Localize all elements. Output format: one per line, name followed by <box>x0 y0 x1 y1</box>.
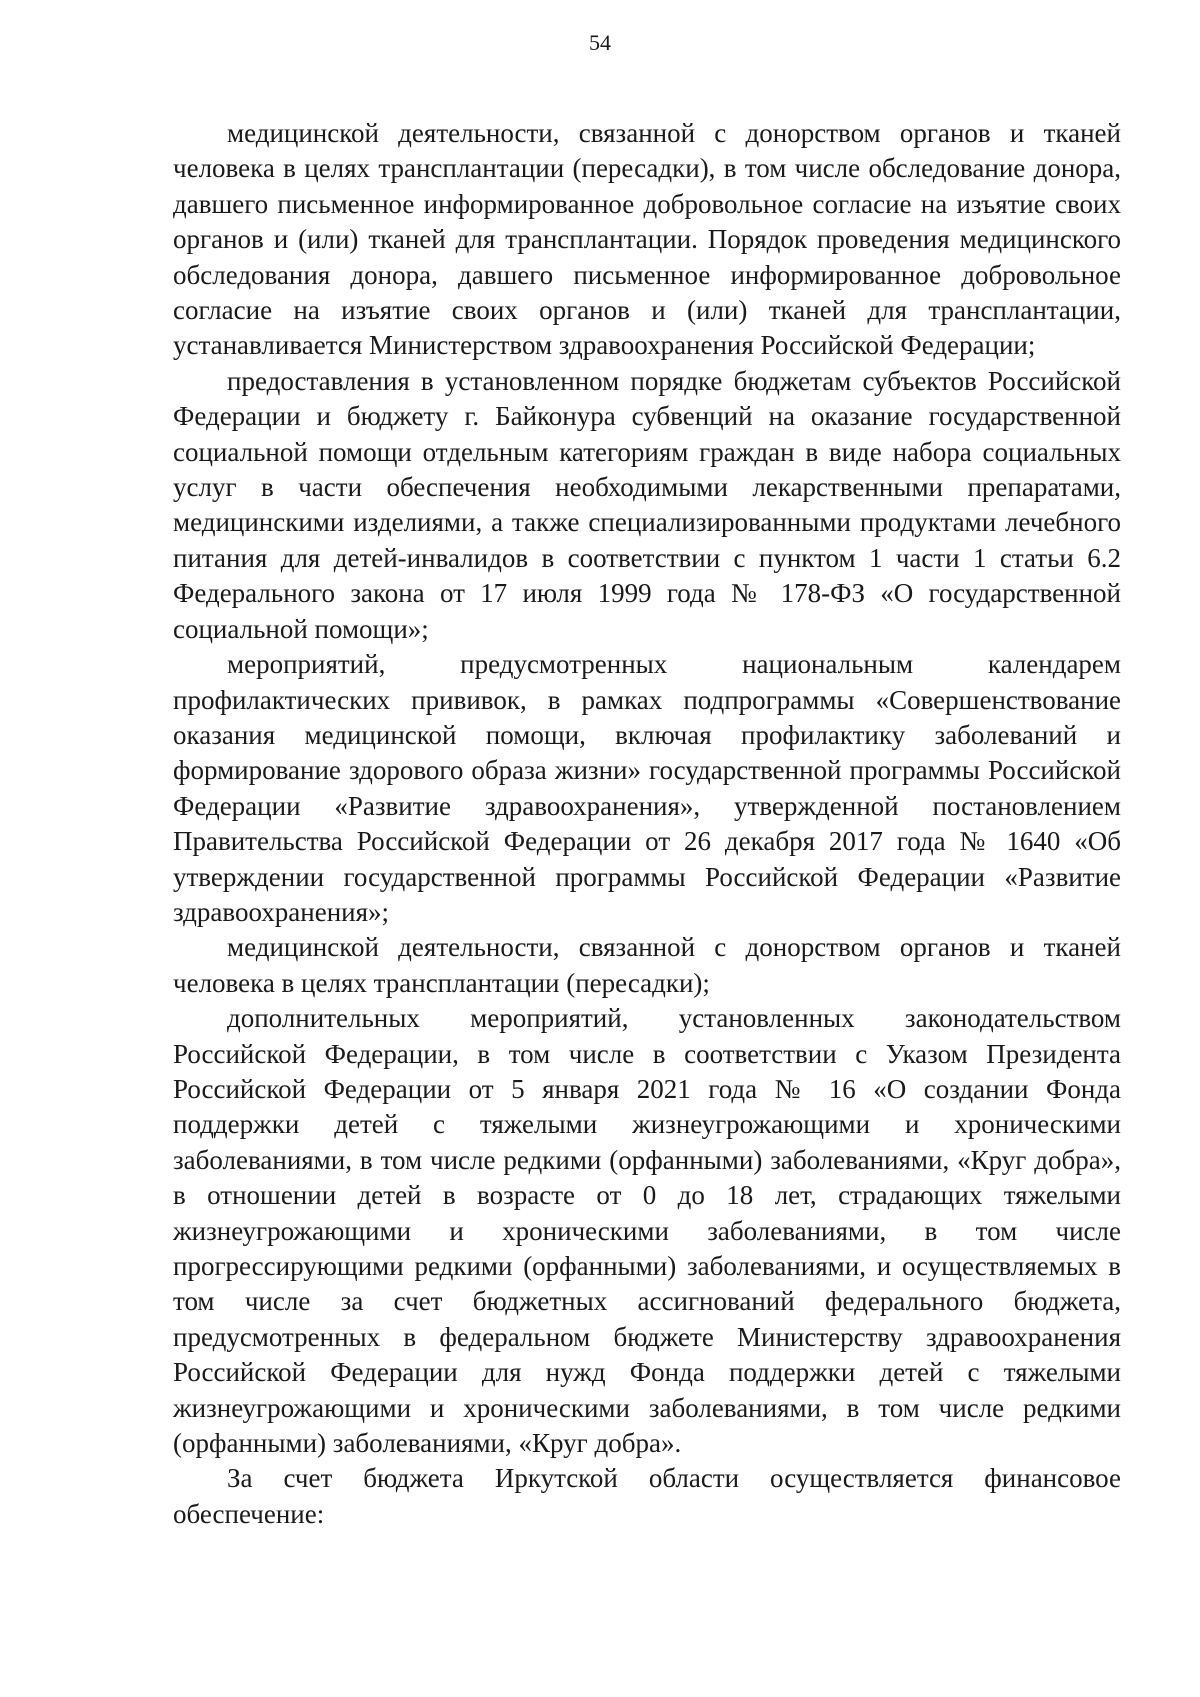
paragraph-vaccination-calendar: мероприятий, предусмотренных национальным календарем профилактических прививок, в рамках подпрограммы «Совершенствование оказания медицинской помощи, включая профилактику заболеваний и формирование здорового образа жизни» государственной программы Российской Федерации «Развитие здравоохранения», утвержденной постановлением Правительства Российской Федерации от 26 декабря 2017 года № 1640 «Об утверждении государственной программы Российской Федерации «Развитие здравоохранения»; <box>173 649 1121 927</box>
document-body <box>173 116 1121 1532</box>
paragraph-subventions-social-aid: предоставления в установленном порядке бюджетам субъектов Российской Федерации и бюджету г. Байконура субвенций на оказание государственной социальной помощи отдельным категориям граждан в виде набора социальных услуг в части обеспечения необходимыми лекарственными препаратами, медицинскими изделиями, а также специализированными продуктами лечебного питания для детей-инвалидов в соответствии с пунктом 1 части 1 статьи 6.2 Федерального закона от 17 июля 1999 года № 178-ФЗ «О государственной социальной помощи»; <box>173 365 1121 644</box>
paragraph-irkutsk-budget: За счет бюджета Иркутской области осуществляется финансовое обеспечение: <box>173 1463 1121 1529</box>
page-number: 54 <box>589 30 611 55</box>
paragraph-organ-donation-examination: медицинской деятельности, связанной с донорством органов и тканей человека в целях трансплантации (пересадки), в том числе обследование донора, давшего письменное информированное добровольное согласие на изъятие своих органов и (или) тканей для трансплантации. Порядок проведения медицинского обследования донора, давшего письменное информированное добровольное согласие на изъятие своих органов и (или) тканей для трансплантации, устанавливается Министерством здравоохранения Российской Федерации; <box>173 118 1121 361</box>
paragraph-krug-dobra-fund: дополнительных мероприятий, установленных законодательством Российской Федерации, в том числе в соответствии с Указом Президента Российской Федерации от 5 января 2021 года № 16 «О создании Фонда поддержки детей с тяжелыми жизнеугрожающими и хроническими заболеваниями, в том числе редкими (орфанными) заболеваниями, «Круг добра», в отношении детей в возрасте от 0 до 18 лет, страдающих тяжелыми жизнеугрожающими и хроническими заболеваниями, в том числе прогрессирующими редкими (орфанными) заболеваниями, и осуществляемых в том числе за счет бюджетных ассигнований федерального бюджета, предусмотренных в федеральном бюджете Министерству здравоохранения Российской Федерации для нужд Фонда поддержки детей с тяжелыми жизнеугрожающими и хроническими заболеваниями, в том числе редкими (орфанными) заболеваниями, «Круг добра». <box>173 1003 1121 1459</box>
paragraph-organ-donation: медицинской деятельности, связанной с донорством органов и тканей человека в целях трансплантации (пересадки); <box>173 932 1121 998</box>
